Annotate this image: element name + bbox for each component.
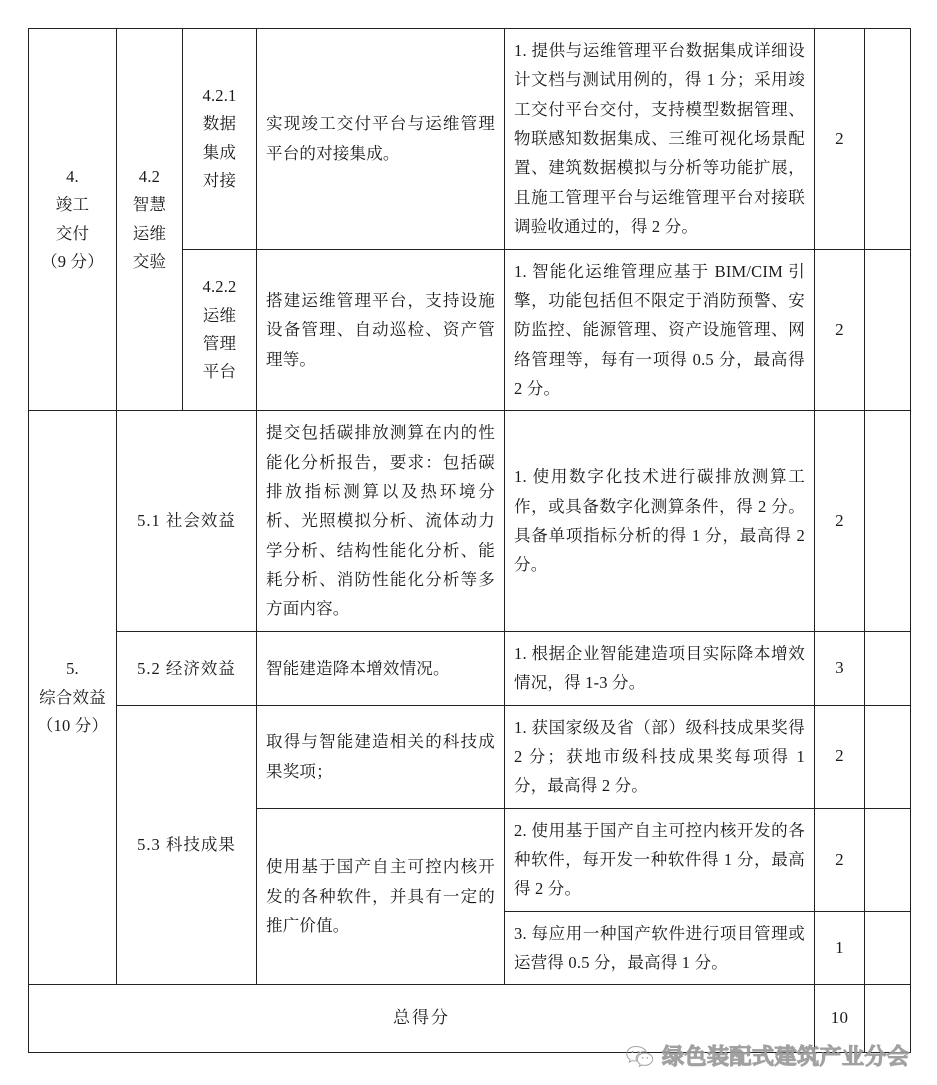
score-value-5-2: 3 (835, 658, 844, 678)
total-label: 总得分 (393, 1008, 450, 1028)
category-cell-4 (29, 29, 117, 411)
total-awarded-value[interactable] (865, 1014, 910, 1024)
table-row (29, 411, 911, 632)
criteria-text-5-3-1: 1. 获国家级及省（部）级科技成果奖得 2 分；获地市级科技成果奖每项得 1 分，最高得 2 分。 (514, 717, 805, 796)
description-text-4-2-1: 实现竣工交付平台与运维管理平台的对接集成。 (266, 114, 495, 163)
criteria-cell-5-1 (505, 411, 815, 632)
total-score-value: 10 (830, 1008, 849, 1028)
description-text-5-3-a: 取得与智能建造相关的科技成果奖项； (266, 732, 495, 781)
description-cell-5-1 (257, 411, 505, 632)
category-cell-5 (29, 411, 117, 985)
item-cell-4-2-1 (183, 29, 257, 250)
description-cell-5-2 (257, 631, 505, 705)
score-cell-5-3-2 (815, 808, 865, 911)
criteria-text-5-3-3: 3. 每应用一种国产软件进行项目管理或运营得 0.5 分，最高得 1 分。 (514, 923, 805, 973)
awarded-cell-5-1[interactable] (865, 411, 911, 632)
subitem-cell-5-2 (117, 631, 257, 705)
subitem-cell-5-3 (117, 705, 257, 985)
subitem-cell-5-1 (117, 411, 257, 632)
description-cell-4-2-1 (257, 29, 505, 250)
score-cell-5-3-1 (815, 705, 865, 808)
awarded-value-5-3-1[interactable] (865, 752, 910, 762)
watermark-text: 绿色装配式建筑产业分会 (662, 1044, 910, 1069)
description-cell-5-3-a (257, 705, 505, 808)
awarded-cell-5-3-1[interactable] (865, 705, 911, 808)
criteria-cell-5-2 (505, 631, 815, 705)
criteria-text-4-2-2: 1. 智能化运维管理应基于 BIM/CIM 引擎，功能包括但不限定于消防预警、安防监控、能源管理、资产设施管理、网络管理等，每有一项得 0.5 分，最高得 2 分。 (514, 261, 805, 398)
awarded-value-5-2[interactable] (865, 663, 910, 673)
criteria-cell-5-3-2 (505, 808, 815, 911)
criteria-cell-5-3-3 (505, 911, 815, 985)
criteria-text-4-2-1: 1. 提供与运维管理平台数据集成详细设计文档与测试用例的，得 1 分；采用竣工交付平台交付，支持模型数据管理、物联感知数据集成、三维可视化场景配置、建筑数据模拟与分析等功能扩展，且施工管理平台与运维管理平台对接联调验收通过的，得 2 分。 (514, 41, 805, 237)
criteria-cell-4-2-2 (505, 249, 815, 411)
description-cell-5-3-b (257, 808, 505, 985)
scoring-table (28, 28, 911, 1053)
awarded-value-5-3-2[interactable] (865, 855, 910, 865)
total-score-cell (815, 985, 865, 1052)
score-value-4-2-2: 2 (835, 319, 844, 339)
total-row (29, 985, 911, 1052)
score-cell-5-3-3 (815, 911, 865, 985)
category-label-4: 4. 竣工 交付 （9 分） (41, 166, 104, 272)
score-cell-5-1 (815, 411, 865, 632)
awarded-value-4-2-1[interactable] (865, 134, 910, 144)
score-cell-4-2-1 (815, 29, 865, 250)
description-text-5-1: 提交包括碳排放测算在内的性能化分析报告，要求：包括碳排放指标测算以及热环境分析、光照模拟分析、流体动力学分析、结构性能化分析、能耗分析、消防性能化分析等多方面内容。 (266, 423, 495, 619)
category-label-5: 5. 综合效益（10 分） (36, 659, 109, 736)
scoring-sheet (28, 28, 910, 1046)
awarded-value-4-2-2[interactable] (865, 325, 910, 335)
awarded-cell-5-3-2[interactable] (865, 808, 911, 911)
score-value-4-2-1: 2 (835, 128, 844, 148)
description-text-5-3-b: 使用基于国产自主可控内核开发的各种软件，并具有一定的推广价值。 (266, 857, 495, 936)
table-row (29, 29, 911, 250)
criteria-cell-5-3-1 (505, 705, 815, 808)
awarded-value-5-3-3[interactable] (865, 943, 910, 953)
subgroup-label-4-2: 4.2 智慧 运维 交验 (132, 166, 167, 272)
criteria-text-5-1: 1. 使用数字化技术进行碳排放测算工作，或具备数字化测算条件，得 2 分。具备单项指标分析的得 1 分，最高得 2 分。 (514, 467, 805, 575)
awarded-cell-5-2[interactable] (865, 631, 911, 705)
total-awarded-cell[interactable] (865, 985, 911, 1052)
awarded-cell-5-3-3[interactable] (865, 911, 911, 985)
score-value-5-3-2: 2 (835, 849, 844, 869)
awarded-cell-4-2-2[interactable] (865, 249, 911, 411)
description-text-4-2-2: 搭建运维管理平台，支持设施设备管理、自动巡检、资产管理等。 (266, 290, 495, 369)
subgroup-cell-4-2 (117, 29, 183, 411)
subitem-label-5-3: 5.3 科技成果 (137, 835, 236, 855)
item-cell-4-2-2 (183, 249, 257, 411)
criteria-text-5-3-2: 2. 使用基于国产自主可控内核开发的各种软件，每开发一种软件得 1 分，最高得 2 分。 (514, 820, 805, 899)
table-row (29, 705, 911, 808)
subitem-label-5-2: 5.2 经济效益 (137, 658, 236, 678)
awarded-value-5-1[interactable] (865, 516, 910, 526)
awarded-cell-4-2-1[interactable] (865, 29, 911, 250)
table-row (29, 631, 911, 705)
score-value-5-3-1: 2 (835, 746, 844, 766)
score-cell-4-2-2 (815, 249, 865, 411)
total-label-cell (29, 985, 815, 1052)
subitem-label-5-1: 5.1 社会效益 (137, 511, 236, 531)
description-text-5-2: 智能建造降本增效情况。 (266, 658, 450, 678)
description-cell-4-2-2 (257, 249, 505, 411)
item-label-4-2-1: 4.2.1 数据 集成 对接 (202, 86, 237, 191)
score-cell-5-2 (815, 631, 865, 705)
criteria-cell-4-2-1 (505, 29, 815, 250)
score-value-5-3-3: 1 (835, 937, 844, 957)
criteria-text-5-2: 1. 根据企业智能建造项目实际降本增效情况，得 1-3 分。 (514, 643, 805, 693)
item-label-4-2-2: 4.2.2 运维 管理 平台 (202, 277, 237, 382)
score-value-5-1: 2 (835, 510, 844, 530)
